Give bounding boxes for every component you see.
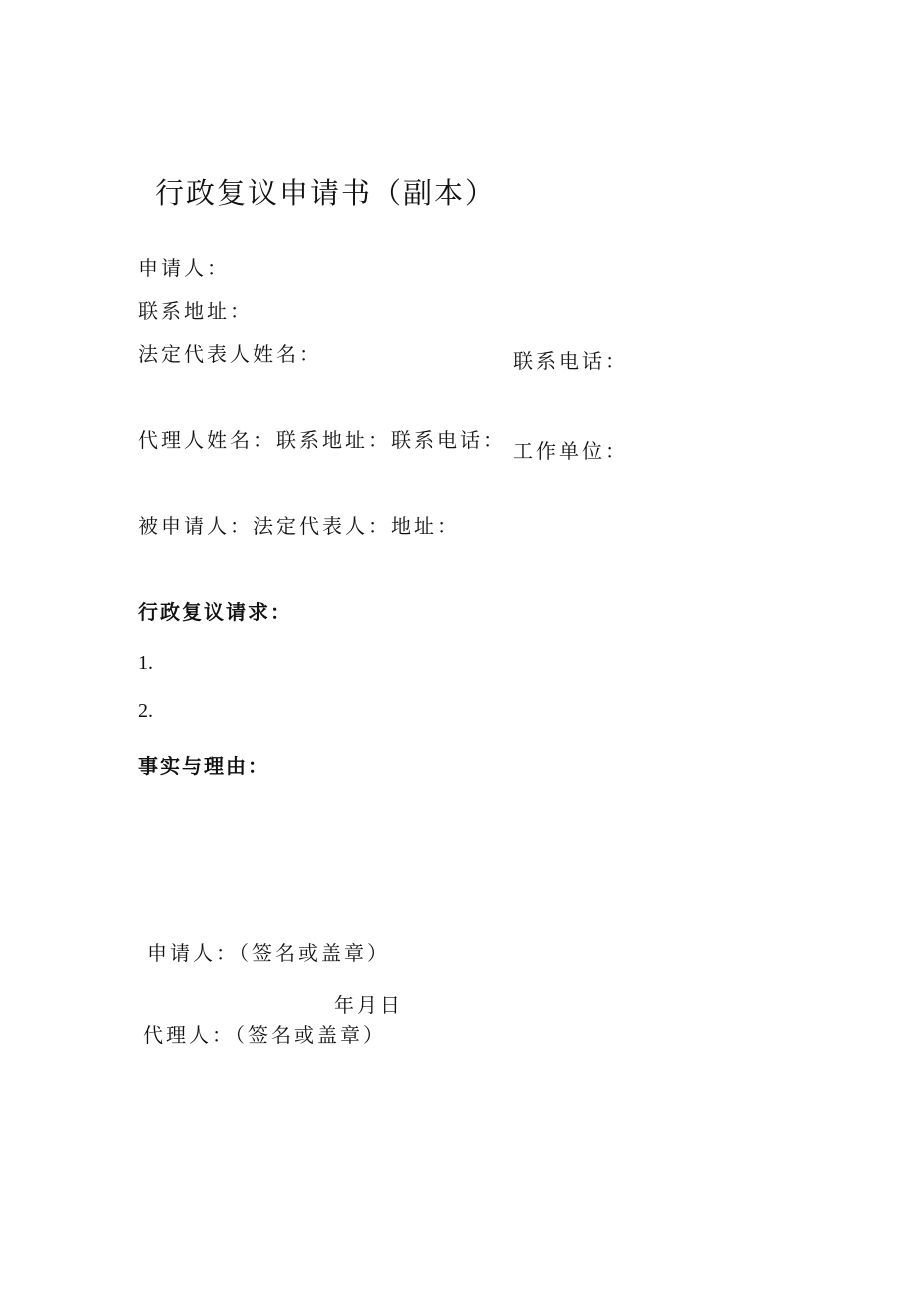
facts-heading: 事实与理由： (138, 754, 270, 778)
document-title: 行政复议申请书（副本） (155, 176, 497, 210)
agent-signature-line: 代理人：（签名或盖章） (143, 1023, 386, 1047)
agent-info-line: 代理人姓名：联系地址：联系电话： (138, 428, 506, 452)
request-heading: 行政复议请求： (138, 600, 292, 624)
legal-rep-label: 法定代表人姓名： (138, 342, 322, 366)
address-label: 联系地址： (138, 299, 253, 323)
applicant-label: 申请人： (138, 256, 230, 280)
work-unit-label: 工作单位： (513, 439, 628, 463)
request-item-2: 2. (138, 700, 153, 722)
applicant-signature-line: 申请人：（签名或盖章） (147, 941, 390, 965)
date-line: 年月日 (334, 993, 403, 1017)
phone-label: 联系电话： (513, 349, 628, 373)
respondent-line: 被申请人：法定代表人：地址： (138, 514, 460, 538)
request-item-1: 1. (138, 652, 153, 674)
